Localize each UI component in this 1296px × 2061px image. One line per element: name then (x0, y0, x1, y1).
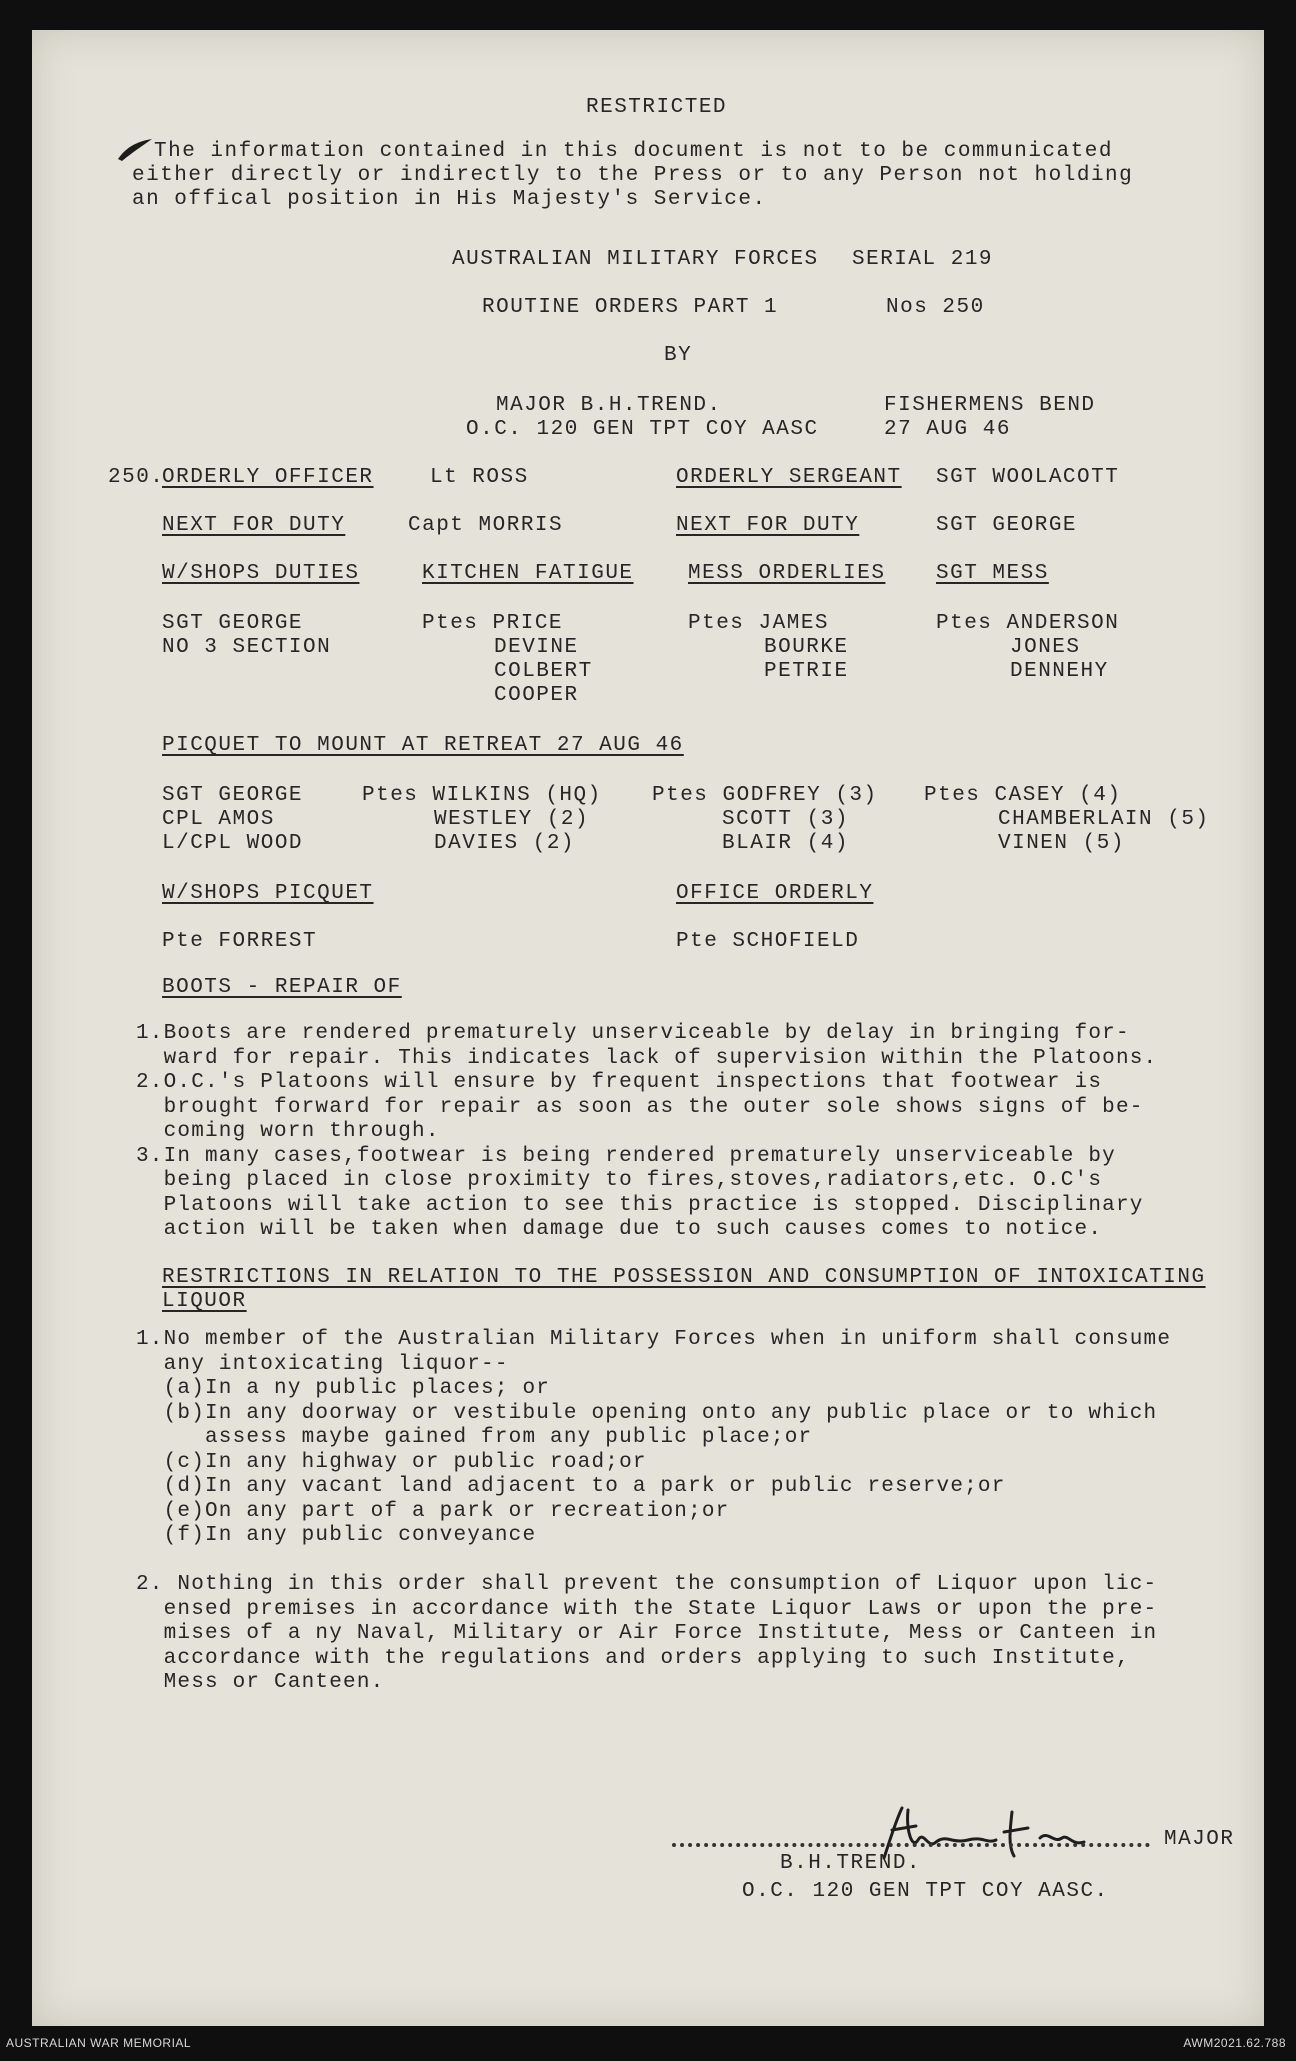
archive-reference: AWM2021.62.788 (1183, 2036, 1286, 2050)
liquor-heading-line-1: RESTRICTIONS IN RELATION TO THE POSSESSION AND CONSUMPTION OF INTOXICATING (162, 1266, 1206, 1289)
pen-mark-icon (116, 137, 156, 163)
picquet-c3-1: Ptes GODFREY (3) (652, 784, 878, 807)
classification: RESTRICTED (586, 96, 728, 119)
picquet-c4-1: Ptes CASEY (4) (924, 784, 1122, 807)
document-page (32, 30, 1264, 2026)
mess-orderly-2: BOURKE (764, 636, 849, 659)
next-officer: Capt MORRIS (408, 514, 564, 537)
sgt-mess-3: DENNEHY (1010, 660, 1109, 683)
notice-line-2: either directly or indirectly to the Press or to any Person not holding (132, 164, 1134, 187)
liquor-paragraphs: 1.No member of the Australian Military Forces when in uniform shall consume any intoxicating liquor-- (a)In a ny public places; or (b)In any doorway or vestibule opening onto any public place or to which assess maybe gained from any public place;or (c)In any highway or public road;or (d)In any vacant land adjacent to a park or public reserve;or (e)On any part of a park or recreation;or (f)In any public conveyance 2. Nothing in this order shall prevent the consumption of Liquor upon lic- ensed premises in accordance with the State Liquor Laws or upon the pre- mises of a ny Naval, Military or Air Force Institute, Mess or Canteen in accordance with the regulations and orders applying to such Institute, Mess or Canteen. (136, 1328, 1172, 1694)
kitchen-name-4: COOPER (494, 684, 579, 707)
notice-line-3: an offical position in His Majesty's Service. (132, 188, 767, 211)
sgt-mess-1: Ptes ANDERSON (936, 612, 1120, 635)
location: FISHERMENS BEND (884, 394, 1096, 417)
picquet-c4-3: VINEN (5) (998, 832, 1125, 855)
issue-date: 27 AUG 46 (884, 418, 1011, 441)
signatory-name: B.H.TREND. (780, 1852, 922, 1875)
orders-title: ROUTINE ORDERS PART 1 (482, 296, 779, 319)
kitchen-fatigue-label: KITCHEN FATIGUE (422, 562, 634, 585)
wshops-duty-1: SGT GEORGE (162, 612, 304, 635)
picquet-heading: PICQUET TO MOUNT AT RETREAT 27 AUG 46 (162, 734, 684, 757)
archive-credit: AUSTRALIAN WAR MEMORIAL (6, 2036, 192, 2050)
mess-orderly-1: Ptes JAMES (688, 612, 830, 635)
orderly-sergeant: SGT WOOLACOTT (936, 466, 1120, 489)
order-number: 250. (108, 466, 165, 489)
orderly-sergeant-label: ORDERLY SERGEANT (676, 466, 902, 489)
picquet-c1-2: CPL AMOS (162, 808, 275, 831)
next-sergeant-label: NEXT FOR DUTY (676, 514, 860, 537)
serial-number: SERIAL 219 (852, 248, 994, 271)
org-name: AUSTRALIAN MILITARY FORCES (452, 248, 819, 271)
picquet-c1-3: L/CPL WOOD (162, 832, 304, 855)
picquet-c3-2: SCOTT (3) (722, 808, 849, 831)
picquet-c4-2: CHAMBERLAIN (5) (998, 808, 1210, 831)
picquet-c2-3: DAVIES (2) (434, 832, 576, 855)
wshops-picquet-label: W/SHOPS PICQUET (162, 882, 374, 905)
kitchen-name-2: DEVINE (494, 636, 579, 659)
picquet-c1-1: SGT GEORGE (162, 784, 304, 807)
liquor-heading-line-2: LIQUOR (162, 1290, 247, 1313)
sgt-mess-2: JONES (1010, 636, 1081, 659)
picquet-c2-2: WESTLEY (2) (434, 808, 590, 831)
boots-heading: BOOTS - REPAIR OF (162, 976, 402, 999)
orderly-officer: Lt ROSS (430, 466, 529, 489)
signatory-rank: MAJOR (1164, 1828, 1235, 1851)
picquet-c2-1: Ptes WILKINS (HQ) (362, 784, 602, 807)
wshops-duty-2: NO 3 SECTION (162, 636, 332, 659)
wshops-picquet: Pte FORREST (162, 930, 318, 953)
office-orderly-label: OFFICE ORDERLY (676, 882, 874, 905)
boots-paragraphs: 1.Boots are rendered prematurely unserviceable by delay in bringing for- ward for repair. This indicates lack of supervision within the Platoons. 2.O.C.'s Platoons will ensure by frequent inspections that footwear is brought forward for repair as soon as the outer sole shows signs of be- coming worn through. 3.In many cases,footwear is being rendered prematurely unserviceable by being placed in close proximity to fires,stoves,radiators,etc. O.C's Platoons will take action to see this practice is stopped. Disciplinary action will be taken when damage due to such causes comes to notice. (136, 1022, 1158, 1241)
notice-line-1: The information contained in this document is not to be communicated (154, 140, 1113, 163)
by-label: BY (664, 344, 693, 367)
office-orderly: Pte SCHOFIELD (676, 930, 860, 953)
issuing-officer: MAJOR B.H.TREND. (496, 394, 722, 417)
picquet-c3-3: BLAIR (4) (722, 832, 849, 855)
next-sergeant: SGT GEORGE (936, 514, 1078, 537)
sgt-mess-label: SGT MESS (936, 562, 1049, 585)
signatory-unit: O.C. 120 GEN TPT COY AASC. (742, 1880, 1109, 1903)
kitchen-name-1: Ptes PRICE (422, 612, 564, 635)
mess-orderlies-label: MESS ORDERLIES (688, 562, 886, 585)
signature-line (672, 1843, 1150, 1847)
issuing-unit: O.C. 120 GEN TPT COY AASC (466, 418, 819, 441)
mess-orderly-3: PETRIE (764, 660, 849, 683)
kitchen-name-3: COLBERT (494, 660, 593, 683)
wshops-duties-label: W/SHOPS DUTIES (162, 562, 360, 585)
next-officer-label: NEXT FOR DUTY (162, 514, 346, 537)
orderly-officer-label: ORDERLY OFFICER (162, 466, 374, 489)
order-numbers: Nos 250 (886, 296, 985, 319)
